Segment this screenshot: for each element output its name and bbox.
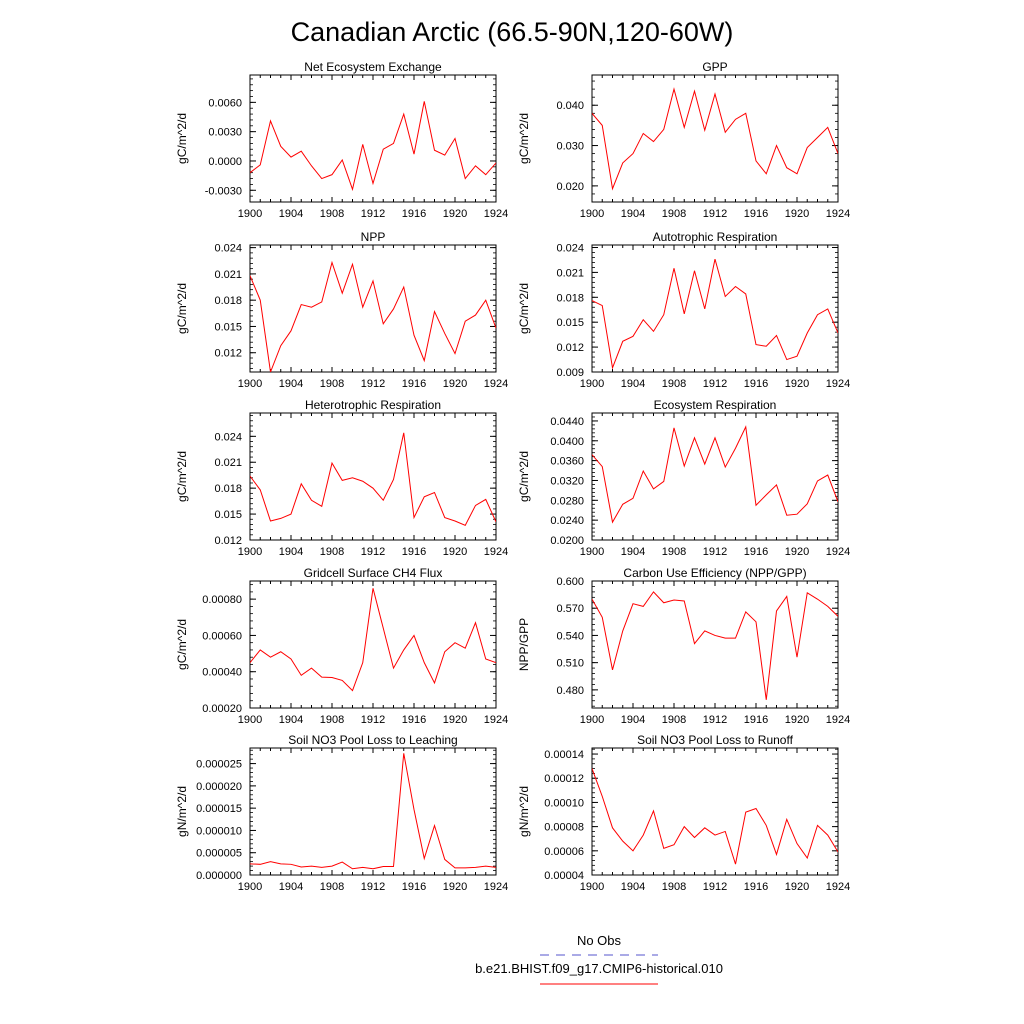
y-tick-label: 0.000005 [196,847,242,860]
y-tick-label: 0.0320 [550,475,584,488]
x-tick-label: 1908 [319,881,345,893]
y-tick-label: 0.012 [556,342,584,355]
panel-title: Soil NO3 Pool Loss to Leaching [288,733,458,747]
x-tick-label: 1920 [442,714,468,726]
x-tick-label: 1912 [360,714,386,726]
y-tick-label: 0.021 [214,457,242,470]
panel-1 [517,60,850,220]
x-tick-label: 1912 [360,378,386,390]
legend-label-model: b.e21.BHIST.f09_g17.CMIP6-historical.010 [475,961,723,976]
y-tick-label: 0.570 [556,603,584,616]
panel-frame [592,748,838,875]
x-tick-label: 1916 [743,378,769,390]
y-tick-label: 0.000010 [196,825,242,838]
y-tick-label: 0.0000 [208,155,242,168]
x-tick-label: 1912 [702,714,728,726]
series-line-0 [250,263,496,372]
y-tick-label: 0.015 [214,509,242,522]
panel-frame [592,581,838,708]
y-tick-label: 0.00004 [544,870,584,882]
x-tick-label: 1908 [319,208,345,220]
y-tick-label: 0.000020 [196,780,242,793]
y-axis-label: gC/m^2/d [175,283,189,334]
x-tick-label: 1916 [401,881,427,893]
y-tick-label: 0.00008 [544,821,584,834]
x-tick-label: 1912 [360,208,386,220]
panel-title: Autotrophic Respiration [652,230,778,244]
panel-title: Heterotrophic Respiration [304,398,442,412]
x-tick-label: 1924 [483,881,509,893]
x-tick-label: 1912 [360,546,386,558]
y-tick-label: 0.00040 [202,666,242,679]
x-tick-label: 1900 [579,378,605,390]
y-tick-label: 0.0360 [550,455,584,468]
y-tick-label: 0.018 [556,292,584,305]
panel-title: Net Ecosystem Exchange [304,60,442,74]
y-tick-label: 0.600 [556,576,584,588]
x-tick-label: 1904 [620,881,646,893]
panel-0 [175,60,508,220]
panel-title: Ecosystem Respiration [653,398,777,412]
x-tick-label: 1920 [442,208,468,220]
panel-title: Soil NO3 Pool Loss to Runoff [637,733,793,747]
x-tick-label: 1920 [784,378,810,390]
y-axis-label: NPP/GPP [517,617,531,672]
panel-frame [250,748,496,875]
series-line-0 [592,427,838,522]
y-tick-label: 0.00012 [544,773,584,786]
panel-4 [175,398,508,558]
x-tick-label: 1920 [784,714,810,726]
x-tick-label: 1920 [784,881,810,893]
y-tick-label: 0.00006 [544,845,584,858]
y-tick-label: 0.510 [556,657,584,670]
x-tick-label: 1904 [620,714,646,726]
x-tick-label: 1920 [442,546,468,558]
y-tick-label: 0.009 [556,367,584,379]
x-tick-label: 1924 [483,546,509,558]
x-tick-label: 1916 [743,714,769,726]
panel-frame [250,413,496,540]
x-tick-label: 1904 [278,881,304,893]
x-tick-label: 1900 [237,208,263,220]
panel-title: NPP [360,230,386,244]
x-tick-label: 1904 [620,378,646,390]
y-tick-label: 0.030 [556,140,584,153]
x-tick-label: 1904 [620,546,646,558]
panel-title: Gridcell Surface CH4 Flux [303,566,443,580]
y-tick-label: 0.0060 [208,97,242,110]
x-tick-label: 1920 [442,378,468,390]
x-tick-label: 1908 [319,378,345,390]
x-tick-label: 1916 [743,546,769,558]
y-tick-label: 0.020 [556,180,584,193]
panel-9 [517,733,850,893]
series-line-0 [592,769,838,865]
x-tick-label: 1912 [702,208,728,220]
x-tick-label: 1912 [702,546,728,558]
x-tick-label: 1908 [661,378,687,390]
y-tick-label: 0.00080 [202,594,242,607]
y-axis-label: gC/m^2/d [517,451,531,502]
panel-7 [517,566,850,726]
legend-label-no-obs: No Obs [576,933,622,948]
x-tick-label: 1900 [579,881,605,893]
x-tick-label: 1900 [579,208,605,220]
y-tick-label: 0.024 [556,242,584,255]
y-tick-label: 0.015 [214,321,242,334]
y-tick-label: 0.021 [214,268,242,281]
y-tick-label: 0.040 [556,100,584,113]
y-axis-label: gC/m^2/d [517,283,531,334]
x-tick-label: 1912 [360,881,386,893]
x-tick-label: 1908 [661,881,687,893]
x-tick-label: 1924 [825,546,851,558]
x-tick-label: 1916 [743,881,769,893]
x-tick-label: 1900 [237,546,263,558]
y-tick-label: 0.021 [556,267,584,280]
x-tick-label: 1924 [483,378,509,390]
y-tick-label: 0.00010 [544,797,584,810]
y-tick-label: 0.024 [214,242,242,255]
y-tick-label: 0.0240 [550,515,584,528]
y-tick-label: 0.024 [214,431,242,444]
x-tick-label: 1904 [278,546,304,558]
y-tick-label: 0.018 [214,295,242,308]
x-tick-label: 1924 [825,208,851,220]
y-tick-label: 0.00014 [544,749,584,762]
y-axis-label: gN/m^2/d [517,786,531,837]
y-tick-label: 0.480 [556,684,584,697]
series-line-0 [592,89,838,189]
y-tick-label: 0.0280 [550,495,584,508]
x-tick-label: 1908 [319,546,345,558]
y-axis-label: gC/m^2/d [175,451,189,502]
y-tick-label: 0.0030 [208,126,242,139]
series-line-0 [592,592,838,700]
series-line-0 [250,588,496,690]
y-tick-label: 0.0440 [550,415,584,428]
y-tick-label: 0.012 [214,347,242,360]
x-tick-label: 1924 [483,208,509,220]
y-tick-label: 0.0400 [550,435,584,448]
y-tick-label: 0.000015 [196,803,242,816]
x-tick-label: 1920 [784,546,810,558]
panel-title: GPP [702,60,728,74]
panels [175,60,850,893]
series-line-0 [250,753,496,868]
panel-title: Carbon Use Efficiency (NPP/GPP) [623,566,807,580]
y-tick-label: -0.0030 [204,185,242,198]
x-tick-label: 1916 [401,378,427,390]
y-tick-label: 0.015 [556,317,584,330]
y-tick-label: 0.012 [214,535,242,547]
x-tick-label: 1916 [401,714,427,726]
x-tick-label: 1912 [702,378,728,390]
x-tick-label: 1916 [401,546,427,558]
legend [475,933,723,984]
y-tick-label: 0.000025 [196,758,242,771]
x-tick-label: 1908 [661,546,687,558]
x-tick-label: 1900 [237,378,263,390]
x-tick-label: 1924 [825,881,851,893]
panel-3 [517,230,850,390]
x-tick-label: 1904 [278,714,304,726]
series-line-0 [592,259,838,368]
x-tick-label: 1904 [278,378,304,390]
panel-frame [592,413,838,540]
x-tick-label: 1912 [702,881,728,893]
x-tick-label: 1908 [319,714,345,726]
x-tick-label: 1924 [825,378,851,390]
x-tick-label: 1900 [237,714,263,726]
y-tick-label: 0.00060 [202,630,242,643]
x-tick-label: 1916 [743,208,769,220]
figure-title: Canadian Arctic (66.5-90N,120-60W) [290,17,734,47]
x-tick-label: 1900 [579,714,605,726]
series-line-0 [250,101,496,189]
panel-5 [517,398,850,558]
y-tick-label: 0.0200 [550,535,584,547]
x-tick-label: 1900 [237,881,263,893]
y-tick-label: 0.540 [556,630,584,643]
y-axis-label: gN/m^2/d [175,786,189,837]
panel-frame [592,245,838,372]
x-tick-label: 1924 [483,714,509,726]
y-tick-label: 0.000000 [196,870,242,882]
x-tick-label: 1908 [661,208,687,220]
y-tick-label: 0.00020 [202,703,242,715]
panel-8 [175,733,508,893]
x-tick-label: 1904 [278,208,304,220]
panel-frame [250,245,496,372]
x-tick-label: 1916 [401,208,427,220]
series-line-0 [250,433,496,525]
panel-6 [175,566,508,726]
panel-2 [175,230,508,390]
y-axis-label: gC/m^2/d [175,619,189,670]
x-tick-label: 1920 [442,881,468,893]
x-tick-label: 1904 [620,208,646,220]
y-axis-label: gC/m^2/d [175,113,189,164]
y-tick-label: 0.018 [214,483,242,496]
y-axis-label: gC/m^2/d [517,113,531,164]
x-tick-label: 1908 [661,714,687,726]
x-tick-label: 1920 [784,208,810,220]
x-tick-label: 1924 [825,714,851,726]
x-tick-label: 1900 [579,546,605,558]
